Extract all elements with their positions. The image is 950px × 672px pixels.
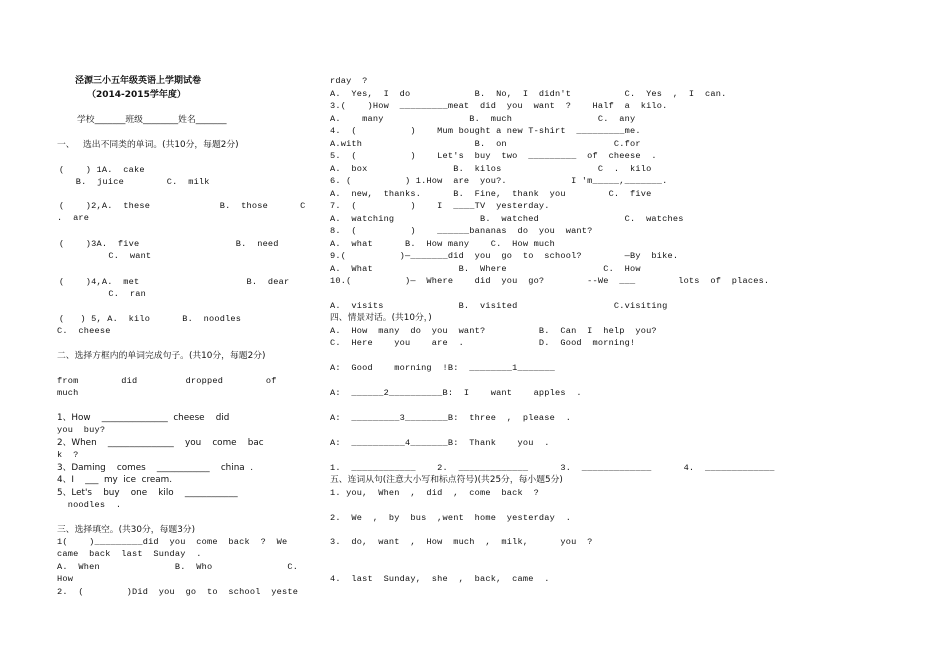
- left-text-line: 4、I ___ my ice cream.: [57, 475, 173, 485]
- right-text-line: A: __________4_______B: Thank you .: [330, 438, 550, 448]
- left-text-line: A. When B. Who C.: [57, 562, 299, 572]
- left-text-line: C. cheese: [57, 326, 111, 336]
- right-text-line: 五、连词从句(注意大小写和标点符号)(共25分，每小题5分): [330, 475, 563, 485]
- left-text-line: C. ran: [87, 289, 146, 299]
- left-text-line: 泾源三小五年级英语上学期试卷: [75, 76, 202, 86]
- left-text-line: k ?: [57, 450, 79, 460]
- right-text-line: 4. ( ) Mum bought a new T-shirt _________me.: [330, 126, 641, 136]
- right-text-line: 7. ( ) I ____TV yesterday.: [330, 201, 550, 211]
- left-text-line: . are: [57, 213, 90, 223]
- right-text-line: 1. you, When , did , come back ?: [330, 488, 539, 498]
- right-text-line: A: _________3________B: three , please .: [330, 413, 572, 423]
- right-text-line: 6. ( ) 1.How are you?. I 'm_____,_______.: [330, 176, 668, 186]
- right-text-line: 8. ( ) ______bananas do you want?: [330, 226, 593, 236]
- right-text-line: 2. We , by bus ,went home yesterday .: [330, 513, 572, 523]
- right-text-line: A. How many do you want? B. Can I help you?: [330, 326, 657, 336]
- right-text-line: rday ?: [330, 76, 368, 86]
- right-text-line: 9.( )—_______did you go to school? —By bike.: [330, 251, 679, 261]
- right-text-line: A. many B. much C. any: [330, 114, 636, 124]
- left-text-line: 1( )_________did you come back ? We: [57, 537, 288, 547]
- left-text-line: ( ) 5, A. kilo B. noodles: [59, 314, 242, 324]
- right-text-line: A. watching B. watched C. watches: [330, 214, 684, 224]
- left-text-line: ( ) 1A. cake: [59, 165, 145, 175]
- left-text-line: C. want: [87, 251, 152, 261]
- left-text-line: 学校_______班级________姓名_______: [77, 115, 227, 125]
- left-text-line: 2. ( )Did you go to school yeste: [57, 587, 299, 597]
- left-text-line: you buy?: [57, 425, 106, 435]
- right-text-line: A. visits B. visited C.visiting: [330, 301, 668, 311]
- left-text-line: from did dropped of: [57, 376, 277, 386]
- right-text-line: C. Here you are . D. Good morning!: [330, 338, 636, 348]
- left-text-line: ( )4,A. met B. dear: [59, 277, 290, 287]
- right-text-line: 4. last Sunday, she , back, came .: [330, 574, 550, 584]
- right-text-line: A. Yes, I do B. No, I didn't C. Yes , I can.: [330, 89, 727, 99]
- right-text-line: A. What B. Where C. How: [330, 264, 641, 274]
- right-text-line: 四、情景对话。(共10分，): [330, 313, 432, 323]
- left-text-line: 2、When _______________ you come bac: [57, 438, 264, 448]
- right-text-line: A: ______2__________B: I want apples .: [330, 388, 582, 398]
- left-text-line: 三、选择填空。(共30分，每题3分): [57, 525, 196, 535]
- left-text-line: came back last Sunday .: [57, 549, 202, 559]
- left-text-line: 二、选择方框内的单词完成句子。(共10分，每题2分): [57, 351, 266, 361]
- right-text-line: 10.( )— Where did you go? --We ___ lots of places.: [330, 276, 770, 286]
- right-text-line: A. box B. kilos C . kilo: [330, 164, 652, 174]
- left-text-line: 1、How _______________ cheese did: [57, 413, 230, 423]
- right-text-line: 1. ____________ 2. _____________ 3. _____________ 4. _____________: [330, 463, 775, 473]
- right-text-line: A: Good morning !B: ________1_______: [330, 363, 555, 373]
- left-text-line: ( )2,A. these B. those C: [59, 201, 306, 211]
- left-text-line: much: [57, 388, 79, 398]
- left-text-line: （2014-2015学年度）: [87, 90, 186, 100]
- right-text-line: 3. do, want , How much , milk, you ?: [330, 537, 593, 547]
- right-text-line: 3.( )How _________meat did you want ? Half a kilo.: [330, 101, 668, 111]
- left-text-line: 一、 选出不同类的单词。(共10分，每题2分): [57, 140, 239, 150]
- right-text-line: A. new, thanks. B. Fine, thank you C. five: [330, 189, 652, 199]
- right-text-line: A.with B. on C.for: [330, 139, 641, 149]
- left-text-line: noodles .: [57, 500, 122, 510]
- right-text-line: 5. ( ) Let's buy two _________ of cheese .: [330, 151, 657, 161]
- left-text-line: How: [57, 574, 74, 584]
- right-text-line: A. what B. How many C. How much: [330, 239, 555, 249]
- left-text-line: B. juice C. milk: [65, 177, 210, 187]
- left-text-line: ( )3A. five B. need: [59, 239, 279, 249]
- left-text-line: 3、Daming comes ____________ china .: [57, 463, 254, 473]
- left-text-line: 5、Let's buy one kilo ____________: [57, 488, 238, 498]
